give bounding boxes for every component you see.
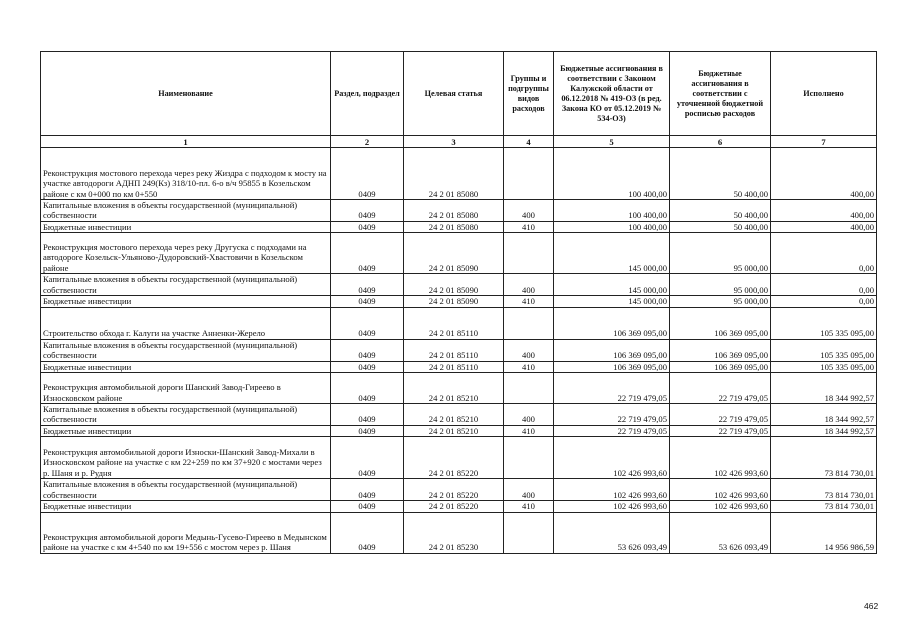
row-law-amount: 106 369 095,00: [554, 361, 670, 372]
row-law-amount: 22 719 479,05: [554, 425, 670, 436]
row-target: 24 2 01 85110: [404, 339, 504, 361]
table-row: [41, 148, 877, 200]
row-executed-amount: 105 335 095,00: [771, 339, 877, 361]
table-row: [41, 425, 877, 436]
row-section: 0409: [331, 512, 404, 553]
row-group: 400: [504, 339, 554, 361]
column-number: 4: [504, 136, 554, 148]
row-group: 400: [504, 200, 554, 222]
table-row: [41, 274, 877, 296]
row-target: 24 2 01 85220: [404, 479, 504, 501]
table-row: [41, 479, 877, 501]
row-section: 0409: [331, 479, 404, 501]
row-refined-amount: 102 426 993,60: [670, 501, 771, 512]
row-executed-amount: 105 335 095,00: [771, 361, 877, 372]
row-name: Капитальные вложения в объекты государственной (муниципальной) собственности: [41, 339, 331, 361]
row-target: 24 2 01 85080: [404, 148, 504, 200]
row-name: Бюджетные инвестиции: [41, 501, 331, 512]
row-name: Реконструкция мостового перехода через реку Жиздра с подходом к мосту на участке автодороги АДНП 249(Кз) 318/10-пл. 6-о в/ч 95855 в Козельском районе с км 0+000 по км 0+550: [41, 148, 331, 200]
row-law-amount: 106 369 095,00: [554, 339, 670, 361]
table-row: [41, 373, 877, 404]
budget-table: [40, 51, 877, 554]
row-refined-amount: 106 369 095,00: [670, 361, 771, 372]
row-executed-amount: 0,00: [771, 274, 877, 296]
row-name: Реконструкция автомобильной дороги Шанский Завод-Гиреево в Износковском районе: [41, 373, 331, 404]
row-target: 24 2 01 85220: [404, 437, 504, 479]
row-group: [504, 233, 554, 274]
row-executed-amount: 105 335 095,00: [771, 307, 877, 339]
row-section: 0409: [331, 339, 404, 361]
row-section: 0409: [331, 148, 404, 200]
row-group: 410: [504, 361, 554, 372]
row-executed-amount: 18 344 992,57: [771, 404, 877, 426]
row-refined-amount: 50 400,00: [670, 221, 771, 232]
row-refined-amount: 22 719 479,05: [670, 425, 771, 436]
row-group: [504, 512, 554, 553]
row-section: 0409: [331, 274, 404, 296]
row-group: 400: [504, 404, 554, 426]
row-law-amount: 102 426 993,60: [554, 479, 670, 501]
column-number: 1: [41, 136, 331, 148]
column-number: 7: [771, 136, 877, 148]
row-executed-amount: 0,00: [771, 233, 877, 274]
row-section: 0409: [331, 404, 404, 426]
row-section: 0409: [331, 425, 404, 436]
row-name: Реконструкция мостового перехода через реку Другуска с подходами на автодороге Козельск-Ульяново-Дудоровский-Хвастовичи в Козельском районе: [41, 233, 331, 274]
header-target: Целевая статья: [404, 52, 504, 136]
row-target: 24 2 01 85090: [404, 274, 504, 296]
row-law-amount: 145 000,00: [554, 296, 670, 307]
row-refined-amount: 22 719 479,05: [670, 373, 771, 404]
table-row: [41, 221, 877, 232]
row-law-amount: 100 400,00: [554, 221, 670, 232]
row-name: Капитальные вложения в объекты государственной (муниципальной) собственности: [41, 274, 331, 296]
table-row: [41, 501, 877, 512]
row-group: [504, 307, 554, 339]
row-group: 410: [504, 296, 554, 307]
row-law-amount: 100 400,00: [554, 148, 670, 200]
row-executed-amount: 400,00: [771, 148, 877, 200]
row-refined-amount: 50 400,00: [670, 148, 771, 200]
row-name: Бюджетные инвестиции: [41, 296, 331, 307]
row-executed-amount: 400,00: [771, 221, 877, 232]
table-row: [41, 512, 877, 553]
row-section: 0409: [331, 233, 404, 274]
row-refined-amount: 95 000,00: [670, 233, 771, 274]
row-group: 410: [504, 501, 554, 512]
row-executed-amount: 73 814 730,01: [771, 437, 877, 479]
row-target: 24 2 01 85210: [404, 404, 504, 426]
row-law-amount: 145 000,00: [554, 233, 670, 274]
row-name: Строительство обхода г. Калуги на участке Анненки-Жерело: [41, 307, 331, 339]
table-row: [41, 361, 877, 372]
row-refined-amount: 50 400,00: [670, 200, 771, 222]
row-target: 24 2 01 85110: [404, 307, 504, 339]
row-name: Реконструкция автомобильной дороги Медынь-Гусево-Гиреево в Медынском районе на участке с км 4+540 по км 19+556 с мостом через р. Шаня: [41, 512, 331, 553]
row-law-amount: 53 626 093,49: [554, 512, 670, 553]
row-group: [504, 373, 554, 404]
row-section: 0409: [331, 221, 404, 232]
row-target: 24 2 01 85220: [404, 501, 504, 512]
row-name: Капитальные вложения в объекты государственной (муниципальной) собственности: [41, 404, 331, 426]
row-refined-amount: 106 369 095,00: [670, 339, 771, 361]
row-name: Бюджетные инвестиции: [41, 221, 331, 232]
row-group: 400: [504, 479, 554, 501]
row-name: Капитальные вложения в объекты государственной (муниципальной) собственности: [41, 200, 331, 222]
page-number: 462: [864, 601, 879, 611]
table-row: [41, 233, 877, 274]
row-group: 400: [504, 274, 554, 296]
header-row: [41, 52, 877, 136]
column-number: 5: [554, 136, 670, 148]
header-section: Раздел, подраздел: [331, 52, 404, 136]
row-section: 0409: [331, 373, 404, 404]
row-group: [504, 148, 554, 200]
row-target: 24 2 01 85080: [404, 200, 504, 222]
table-row: [41, 296, 877, 307]
table-row: [41, 200, 877, 222]
row-name: Капитальные вложения в объекты государственной (муниципальной) собственности: [41, 479, 331, 501]
row-refined-amount: 95 000,00: [670, 274, 771, 296]
column-number: 6: [670, 136, 771, 148]
row-section: 0409: [331, 296, 404, 307]
row-executed-amount: 18 344 992,57: [771, 425, 877, 436]
row-target: 24 2 01 85090: [404, 296, 504, 307]
row-name: Бюджетные инвестиции: [41, 425, 331, 436]
row-law-amount: 102 426 993,60: [554, 501, 670, 512]
table-row: [41, 437, 877, 479]
row-refined-amount: 102 426 993,60: [670, 437, 771, 479]
row-executed-amount: 18 344 992,57: [771, 373, 877, 404]
row-executed-amount: 14 956 986,59: [771, 512, 877, 553]
row-executed-amount: 0,00: [771, 296, 877, 307]
table-row: [41, 307, 877, 339]
row-refined-amount: 22 719 479,05: [670, 404, 771, 426]
row-law-amount: 100 400,00: [554, 200, 670, 222]
row-section: 0409: [331, 361, 404, 372]
row-executed-amount: 400,00: [771, 200, 877, 222]
row-group: 410: [504, 425, 554, 436]
row-law-amount: 22 719 479,05: [554, 404, 670, 426]
row-target: 24 2 01 85110: [404, 361, 504, 372]
row-group: [504, 437, 554, 479]
column-number-row: [41, 136, 877, 148]
row-executed-amount: 73 814 730,01: [771, 479, 877, 501]
row-law-amount: 106 369 095,00: [554, 307, 670, 339]
table-row: [41, 404, 877, 426]
column-number: 3: [404, 136, 504, 148]
header-name: Наименование: [41, 52, 331, 136]
row-refined-amount: 53 626 093,49: [670, 512, 771, 553]
row-section: 0409: [331, 501, 404, 512]
row-section: 0409: [331, 437, 404, 479]
row-name: Реконструкция автомобильной дороги Износки-Шанский Завод-Михали в Износковском районе на участке с км 22+259 по км 37+920 с мостами через р. Шаня и р. Рудня: [41, 437, 331, 479]
row-target: 24 2 01 85090: [404, 233, 504, 274]
row-refined-amount: 95 000,00: [670, 296, 771, 307]
header-executed: Исполнено: [771, 52, 877, 136]
row-target: 24 2 01 85230: [404, 512, 504, 553]
row-target: 24 2 01 85210: [404, 373, 504, 404]
row-target: 24 2 01 85210: [404, 425, 504, 436]
row-executed-amount: 73 814 730,01: [771, 501, 877, 512]
header-law-allocations: Бюджетные ассигнования в соответствии с Законом Калужской области от 06.12.2018 № 419-ОЗ (в ред. Закона КО от 05.12.2019 № 534-ОЗ): [554, 52, 670, 136]
row-name: Бюджетные инвестиции: [41, 361, 331, 372]
table-row: [41, 339, 877, 361]
row-group: 410: [504, 221, 554, 232]
row-section: 0409: [331, 307, 404, 339]
row-section: 0409: [331, 200, 404, 222]
row-law-amount: 102 426 993,60: [554, 437, 670, 479]
header-refined-allocations: Бюджетные ассигнования в соответствии с уточненной бюджетной росписью расходов: [670, 52, 771, 136]
column-number: 2: [331, 136, 404, 148]
row-target: 24 2 01 85080: [404, 221, 504, 232]
header-groups: Группы и подгруппы видов расходов: [504, 52, 554, 136]
row-law-amount: 22 719 479,05: [554, 373, 670, 404]
row-refined-amount: 106 369 095,00: [670, 307, 771, 339]
row-law-amount: 145 000,00: [554, 274, 670, 296]
row-refined-amount: 102 426 993,60: [670, 479, 771, 501]
